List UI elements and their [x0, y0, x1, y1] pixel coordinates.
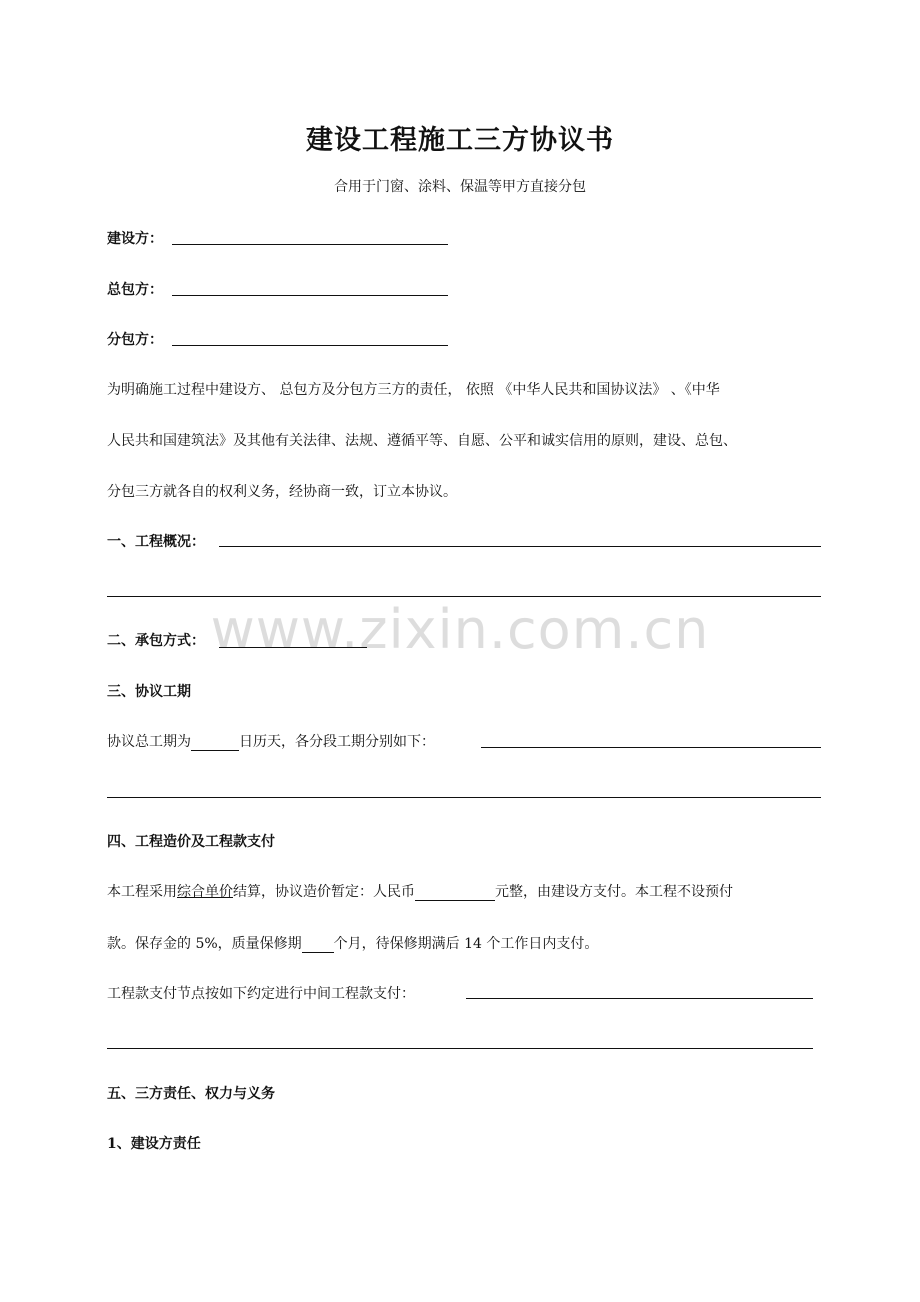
project-overview-blank[interactable]	[219, 546, 821, 547]
phase-period-blank[interactable]	[481, 747, 821, 748]
unit-price-term: 综合单价	[177, 884, 233, 900]
price-line-1	[107, 881, 733, 901]
price-text-d: 款。保存金的 5%，质量保修期	[107, 936, 302, 952]
payment-nodes-text: 工程款支付节点按如下约定进行中间工程款支付：	[107, 986, 415, 1002]
price-text-b: 结算，协议造价暂定：人民币	[233, 884, 415, 900]
warranty-months-blank[interactable]	[302, 938, 334, 953]
price-text-e: 个月，待保修期满后 14 个工作日内支付。	[333, 936, 599, 952]
watermark: www.zixin.com.cn	[210, 598, 710, 661]
subcontractor-blank[interactable]	[172, 345, 448, 346]
general-contractor-blank[interactable]	[172, 295, 448, 296]
price-text-c: 元整，由建设方支付。本工程不设预付	[495, 884, 733, 900]
section-3-heading: 三、协议工期	[107, 684, 191, 700]
period-text-b: 日历天，各分段工期分别如下：	[239, 734, 435, 750]
subcontractor-label: 分包方：	[107, 332, 163, 348]
period-text-a: 协议总工期为	[107, 734, 191, 750]
intro-line-2: 人民共和国建筑法》及其他有关法律、法规、遵循平等、自愿、公平和诚实信用的原则，建设、总包、	[107, 433, 737, 449]
payment-nodes-blank-2[interactable]	[107, 1048, 813, 1049]
price-line-2	[107, 933, 598, 953]
price-text-a: 本工程采用	[107, 884, 177, 900]
section-1-heading: 一、工程概况：	[107, 534, 205, 550]
period-text	[107, 731, 435, 751]
section-2-heading: 二、承包方式：	[107, 633, 205, 649]
owner-blank[interactable]	[172, 244, 448, 245]
payment-nodes-blank[interactable]	[466, 998, 813, 999]
document-title: 建设工程施工三方协议书	[306, 125, 614, 156]
owner-label: 建设方：	[107, 231, 163, 247]
document-subtitle: 合用于门窗、涂料、保温等甲方直接分包	[334, 179, 586, 195]
total-days-blank[interactable]	[191, 736, 239, 751]
general-contractor-label: 总包方：	[107, 282, 163, 298]
intro-line-1: 为明确施工过程中建设方、 总包方及分包方三方的责任， 依照 《中华人民共和国协议法》 、《中华	[107, 382, 720, 398]
contract-mode-blank[interactable]	[219, 647, 367, 648]
project-overview-blank-2[interactable]	[107, 596, 821, 597]
section-5-heading: 五、三方责任、权力与义务	[107, 1086, 275, 1102]
phase-period-blank-2[interactable]	[107, 797, 821, 798]
section-4-heading: 四、工程造价及工程款支付	[107, 834, 275, 850]
intro-line-3: 分包三方就各自的权利义务，经协商一致，订立本协议。	[107, 484, 457, 500]
contract-amount-blank[interactable]	[415, 886, 495, 901]
section-5-1-heading: 1、建设方责任	[107, 1136, 201, 1152]
